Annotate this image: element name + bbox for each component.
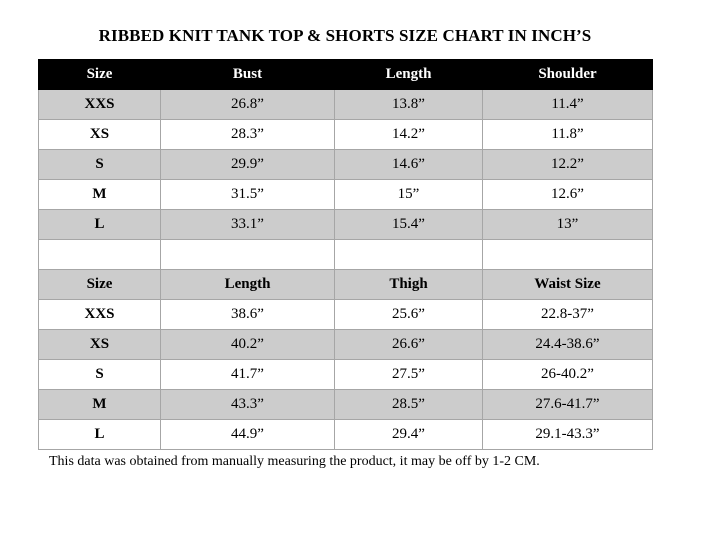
shoulder-cell: 11.8” <box>483 120 653 150</box>
thigh-cell: 27.5” <box>335 360 483 390</box>
shoulder-cell: 12.6” <box>483 180 653 210</box>
measurement-note: This data was obtained from manually measuring the product, it may be off by 1-2 CM. <box>49 454 540 469</box>
bust-cell: 26.8” <box>161 90 335 120</box>
length-cell: 40.2” <box>161 330 335 360</box>
length-cell: 44.9” <box>161 420 335 450</box>
waist-size-cell: 26-40.2” <box>483 360 653 390</box>
column-header-length: Length <box>161 270 335 300</box>
empty-cell <box>335 240 483 270</box>
size-cell: XXS <box>39 90 161 120</box>
length-cell: 41.7” <box>161 360 335 390</box>
thigh-cell: 29.4” <box>335 420 483 450</box>
bust-cell: 33.1” <box>161 210 335 240</box>
size-cell: L <box>39 210 161 240</box>
size-cell: XS <box>39 120 161 150</box>
empty-cell <box>39 240 161 270</box>
shoulder-cell: 12.2” <box>483 150 653 180</box>
size-chart-table <box>38 59 653 450</box>
size-cell: L <box>39 420 161 450</box>
shoulder-cell: 13” <box>483 210 653 240</box>
size-cell: M <box>39 390 161 420</box>
length-cell: 14.2” <box>335 120 483 150</box>
table-row <box>39 420 653 450</box>
shoulder-cell: 11.4” <box>483 90 653 120</box>
empty-cell <box>483 240 653 270</box>
table-row <box>39 210 653 240</box>
table-row <box>39 90 653 120</box>
waist-size-cell: 29.1-43.3” <box>483 420 653 450</box>
thigh-cell: 26.6” <box>335 330 483 360</box>
table-row <box>39 390 653 420</box>
column-header-shoulder: Shoulder <box>483 60 653 90</box>
column-header-waist-size: Waist Size <box>483 270 653 300</box>
column-header-thigh: Thigh <box>335 270 483 300</box>
table-row <box>39 150 653 180</box>
thigh-cell: 25.6” <box>335 300 483 330</box>
table-row <box>39 180 653 210</box>
table-row <box>39 330 653 360</box>
spacer-row <box>39 240 653 270</box>
waist-size-cell: 24.4-38.6” <box>483 330 653 360</box>
length-cell: 38.6” <box>161 300 335 330</box>
length-cell: 15.4” <box>335 210 483 240</box>
column-header-size: Size <box>39 270 161 300</box>
length-cell: 43.3” <box>161 390 335 420</box>
waist-size-cell: 22.8-37” <box>483 300 653 330</box>
length-cell: 15” <box>335 180 483 210</box>
column-header-bust: Bust <box>161 60 335 90</box>
tank-top-header-row <box>39 60 653 90</box>
shorts-header-row <box>39 270 653 300</box>
page-title: RIBBED KNIT TANK TOP & SHORTS SIZE CHART IN INCH’S <box>98 26 592 45</box>
size-cell: XXS <box>39 300 161 330</box>
thigh-cell: 28.5” <box>335 390 483 420</box>
length-cell: 14.6” <box>335 150 483 180</box>
table-row <box>39 360 653 390</box>
bust-cell: 31.5” <box>161 180 335 210</box>
column-header-length: Length <box>335 60 483 90</box>
waist-size-cell: 27.6-41.7” <box>483 390 653 420</box>
size-cell: XS <box>39 330 161 360</box>
bust-cell: 28.3” <box>161 120 335 150</box>
empty-cell <box>161 240 335 270</box>
size-cell: S <box>39 360 161 390</box>
size-cell: S <box>39 150 161 180</box>
table-row <box>39 120 653 150</box>
column-header-size: Size <box>39 60 161 90</box>
table-row <box>39 300 653 330</box>
length-cell: 13.8” <box>335 90 483 120</box>
bust-cell: 29.9” <box>161 150 335 180</box>
size-cell: M <box>39 180 161 210</box>
